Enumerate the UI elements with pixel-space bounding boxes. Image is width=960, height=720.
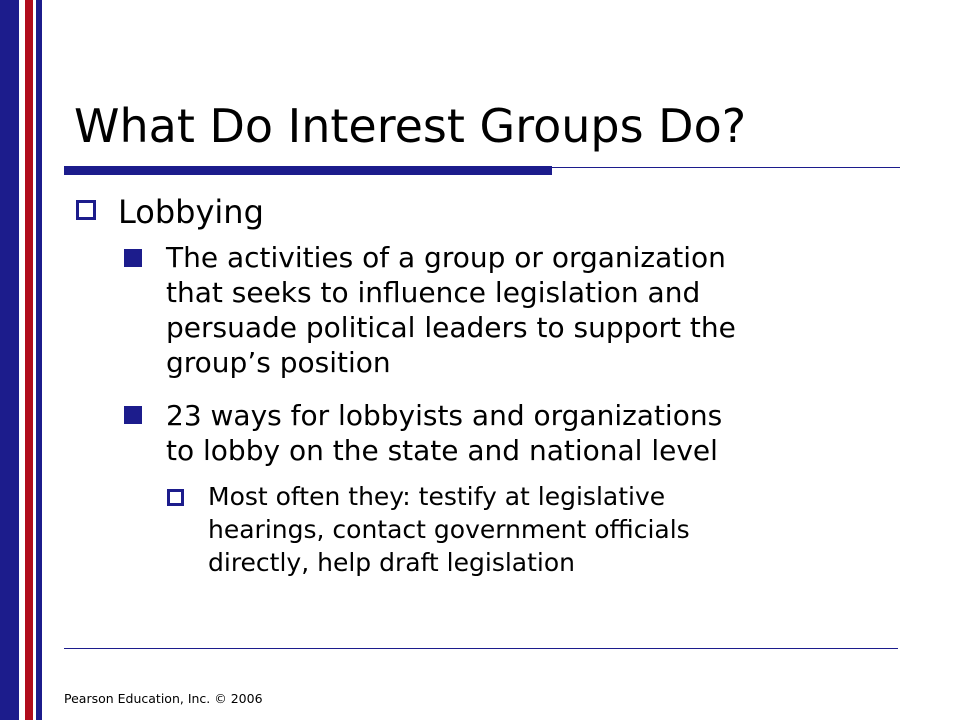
text-line: group’s position [166,346,391,379]
filled-square-bullet-icon [124,249,142,267]
text-line: persuade political leaders to support the [166,311,736,344]
title-underline-bar [64,166,552,175]
text-line: that seeks to influence legislation and [166,276,701,309]
bullet-lobbying: Lobbying [118,193,264,231]
bullet-most-often [208,480,690,579]
left-stripe-blue-inner [36,0,42,720]
text-line: hearings, contact government officials [208,515,690,544]
filled-square-bullet-icon [124,406,142,424]
left-stripe-red [25,0,33,720]
bullet-ways-to-lobby [166,398,722,468]
text-line: to lobby on the state and national level [166,434,718,467]
hollow-square-bullet-icon [167,489,184,506]
slide-title: What Do Interest Groups Do? [74,99,747,153]
bullet-lobbying-definition [166,240,736,380]
text-line: Most often they: testify at legislative [208,482,666,511]
title-underline-rule [552,167,900,168]
left-stripe-blue [0,0,19,720]
hollow-square-bullet-icon [76,200,96,220]
text-line: directly, help draft legislation [208,548,575,577]
text-line: 23 ways for lobbyists and organizations [166,399,723,432]
footer-rule [64,648,898,649]
footer-copyright: Pearson Education, Inc. © 2006 [64,691,263,706]
text-line: The activities of a group or organization [166,241,726,274]
